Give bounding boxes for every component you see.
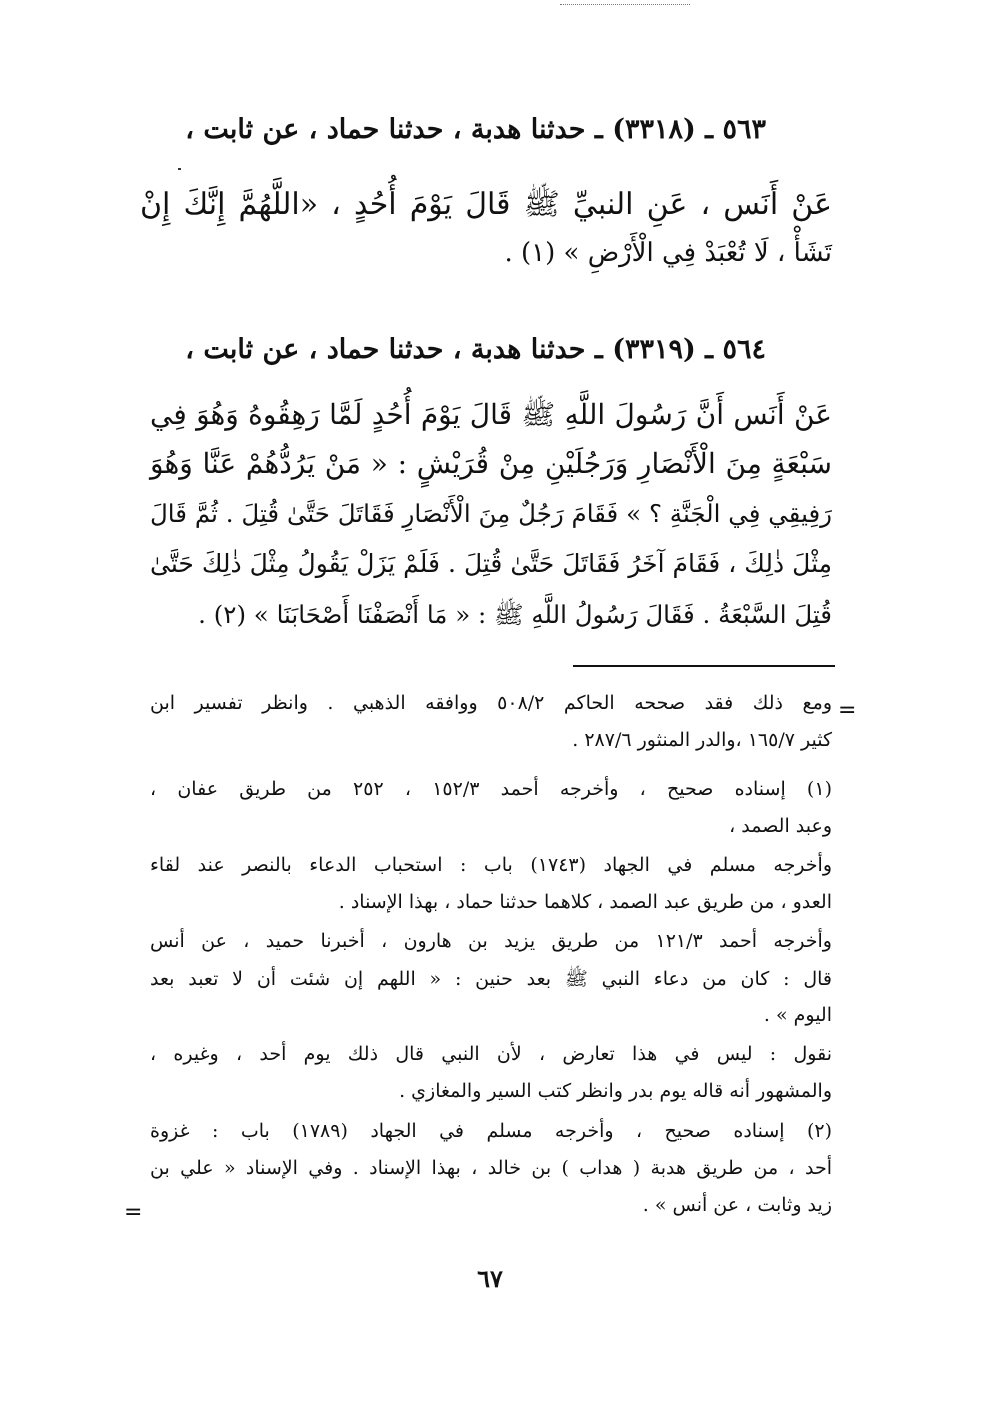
footnote-continued-line-2: كثير ١٦٥/٧ ،والدر المنثور ٢٨٧/٦ .	[572, 729, 832, 751]
hadith-564-line-4: مِثْلَ ذٰلِكَ ، فَقَامَ آخَرُ فَقَاتَلَ حَتَّىٰ قُتِلَ . فَلَمْ يَزَلْ يَقُولُ مِثْلَ ذٰلِكَ حَتَّىٰ	[150, 549, 832, 578]
footnote-1-line-8: نقول : ليس في هذا تعارض ، لأن النبي قال ذلك يوم أحد ، وغيره ،	[150, 1043, 832, 1065]
footnote-1-line-6: قال : كان من دعاء النبي ﷺ بعد حنين : « اللهم إن شئت أن لا تعبد بعد	[150, 968, 833, 990]
top-dotted-rule	[560, 4, 690, 5]
hadith-563-line-2: تَشَأْ ، لَا تُعْبَدْ فِي الْأَرْضِ » (١) .	[504, 238, 832, 268]
footnote-2-line-1: (٢) إسناده صحيح ، وأخرجه مسلم في الجهاد (١٧٨٩) باب : غزوة	[150, 1120, 832, 1142]
footnote-1-line-3: وأخرجه مسلم في الجهاد (١٧٤٣) باب : استحباب الدعاء بالنصر عند لقاء	[150, 854, 832, 876]
footnote-separator	[573, 665, 835, 667]
footnote-1-line-7: اليوم » .	[763, 1004, 832, 1026]
hadith-563-heading: ٥٦٣ ـ (٣٣١٨) ـ حدثنا هدبة ، حدثنا حماد ، عن ثابت ،	[185, 114, 766, 145]
page-number: ٦٧	[477, 1264, 503, 1293]
hadith-564-heading: ٥٦٤ ـ (٣٣١٩) ـ حدثنا هدبة ، حدثنا حماد ، عن ثابت ،	[185, 334, 766, 365]
footnote-1-line-4: العدو ، من طريق عبد الصمد ، كلاهما حدثنا حماد ، بهذا الإسناد .	[338, 891, 832, 913]
footnote-2-line-2: أحد ، من طريق هدبة ( هداب ) بن خالد ، بهذا الإسناد . وفي الإسناد « علي بن	[150, 1157, 832, 1179]
hadith-564-line-2: سَبْعَةٍ مِنَ الْأَنْصَارِ وَرَجُلَيْنِ مِنْ قُرَيْشٍ : « مَنْ يَرُدُّهُمْ عَنَّا وَهُوَ	[150, 447, 832, 480]
continuation-mark-top: =	[838, 698, 857, 723]
continuation-mark-bottom: =	[124, 1200, 143, 1225]
footnote-2-line-3: زيد وثابت ، عن أنس » .	[642, 1194, 832, 1216]
footnote-1-line-9: والمشهور أنه قاله يوم بدر وانظر كتب السير والمغازي .	[399, 1080, 832, 1102]
footnote-continued-line-1: ومع ذلك فقد صححه الحاكم ٥٠٨/٢ ووافقه الذهبي . وانظر تفسير ابن	[150, 692, 832, 714]
hadith-564-line-5: قُتِلَ السَّبْعَةُ . فَقَالَ رَسُولُ اللَّهِ ﷺ : « مَا أَنْصَفْنَا أَصْحَابَنَا » (٢) .	[198, 600, 832, 629]
hadith-563-line-1: عَنْ أَنَس ، عَنِ النبيِّ ﷺ قَالَ يَوْمَ أُحُدٍ ، «اللَّهُمَّ إِنَّكَ إِنْ	[140, 187, 832, 222]
footnote-1-line-1: (١) إسناده صحيح ، وأخرجه أحمد ١٥٢/٣ ، ٢٥٢ من طريق عفان ،	[150, 778, 832, 800]
hadith-564-line-3: رَفِيقِي فِي الْجَنَّةِ ؟ » فَقَامَ رَجُلٌ مِنَ الْأَنْصَارِ فَقَاتَلَ حَتَّىٰ قُتِلَ . ثُمَّ قَالَ	[150, 499, 832, 528]
footnote-1-line-5: وأخرجه أحمد ١٢١/٣ من طريق يزيد بن هارون ، أخبرنا حميد ، عن أنس	[150, 930, 832, 952]
footnote-1-line-2: وعبد الصمد ،	[729, 815, 832, 837]
ink-speck	[178, 168, 181, 170]
hadith-564-line-1: عَنْ أَنَس أَنَّ رَسُولَ اللَّهِ ﷺ قَالَ يَوْمَ أُحُدٍ لَمَّا رَهِقُوهُ وَهُوَ فِي	[150, 398, 832, 431]
